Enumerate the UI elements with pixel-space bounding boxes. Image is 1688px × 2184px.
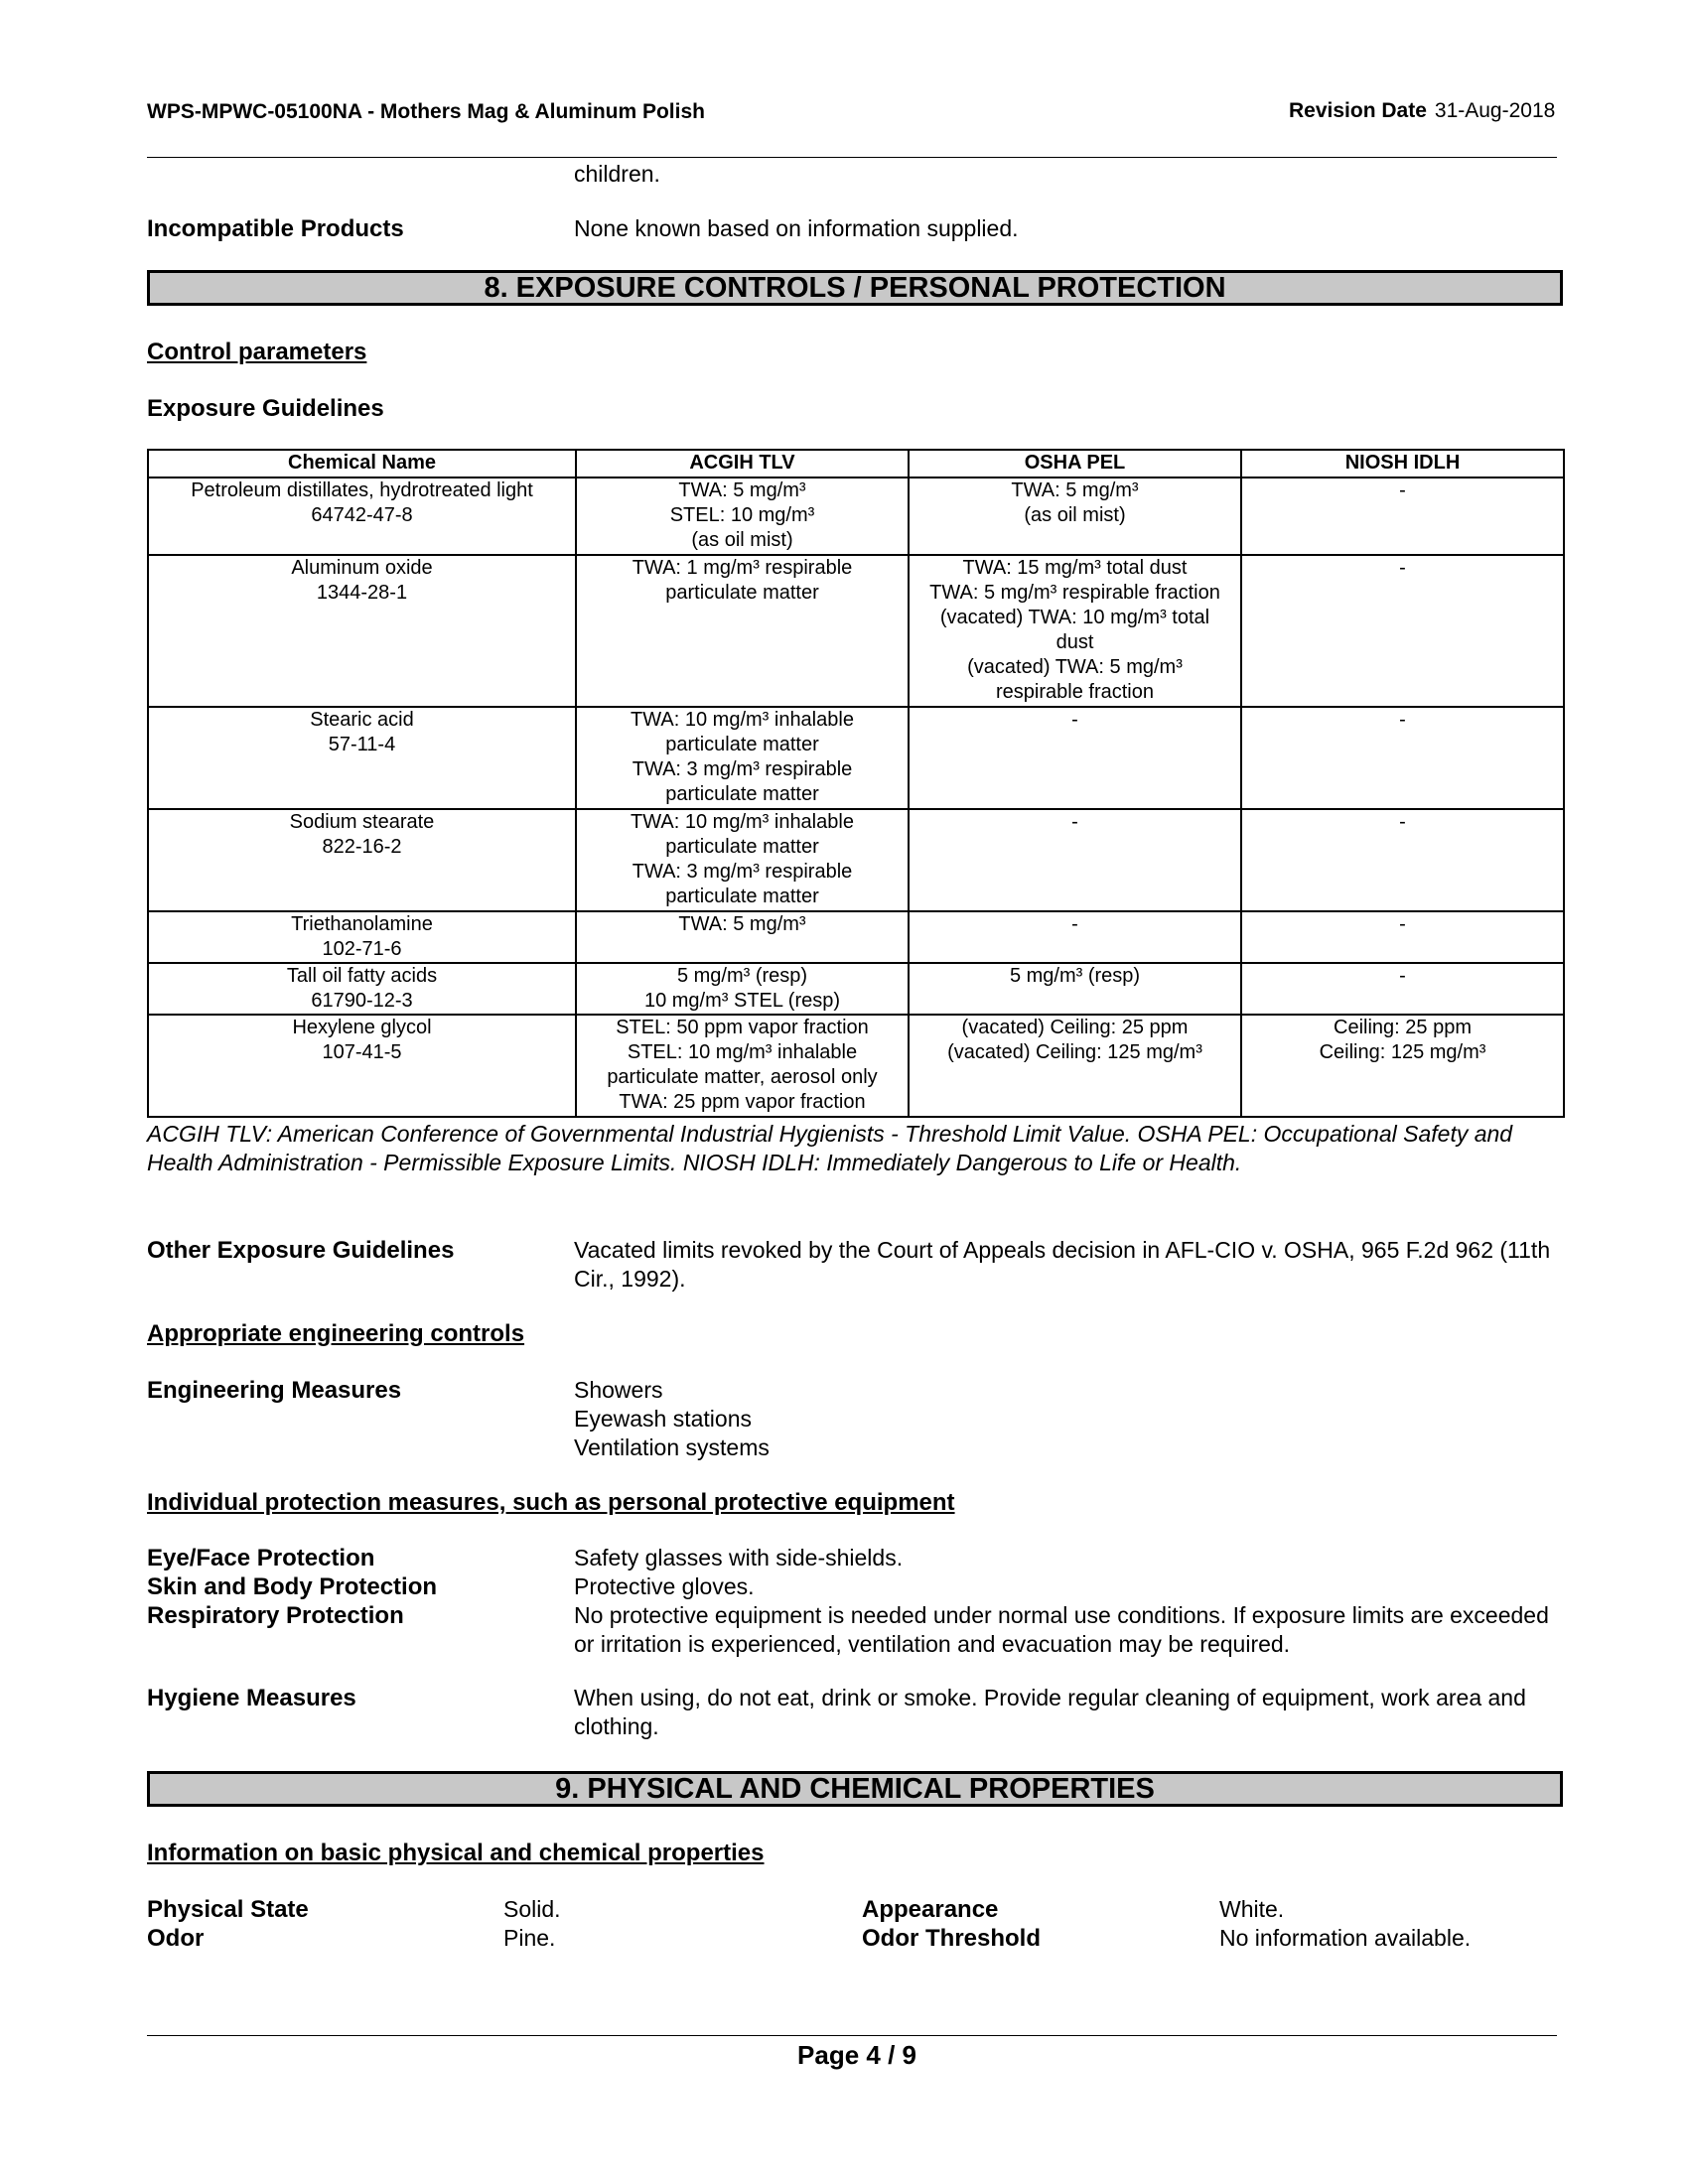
cell-line: TWA: 25 ppm vapor fraction <box>619 1091 866 1113</box>
osha-cell <box>909 1015 1241 1117</box>
cell-line: TWA: 5 mg/m³ <box>1011 479 1139 501</box>
respiratory-protection-label: Respiratory Protection <box>147 1602 404 1629</box>
osha-cell <box>909 555 1241 707</box>
niosh-cell <box>1241 478 1564 555</box>
cell-line: (vacated) TWA: 5 mg/m³ <box>967 656 1183 678</box>
cell-line: TWA: 5 mg/m³ respirable fraction <box>929 582 1220 604</box>
cell-line: - <box>1399 709 1406 731</box>
engineering-item: Eyewash stations <box>574 1406 752 1432</box>
cell-line: - <box>1071 811 1078 833</box>
eye-protection-label: Eye/Face Protection <box>147 1545 375 1571</box>
cell-line: TWA: 5 mg/m³ <box>678 913 806 935</box>
engineering-controls-heading: Appropriate engineering controls <box>147 1320 525 1347</box>
cell-line: Petroleum distillates, hydrotreated light <box>191 479 533 501</box>
cell-line: - <box>1071 913 1078 935</box>
cell-line: 102-71-6 <box>322 938 402 960</box>
cell-line: (vacated) Ceiling: 25 ppm <box>961 1017 1189 1038</box>
table-row <box>148 1015 1564 1117</box>
abbreviation-note: ACGIH TLV: American Conference of Governmental Industrial Hygienists - Threshold Limit Value. OSHA PEL: Occupational Safety and Health Administration - Permissible Exposure Limits. NIOSH IDLH: Immediately Dangerous to Life or Health. <box>147 1121 1513 1175</box>
cell-line: 5 mg/m³ (resp) <box>1009 965 1141 987</box>
cell-line: 57-11-4 <box>328 734 396 755</box>
cell-line: 64742-47-8 <box>311 504 413 526</box>
engineering-item: Ventilation systems <box>574 1434 770 1460</box>
col-acgih-tlv: ACGIH TLV <box>576 450 909 478</box>
col-chemical-name: Chemical Name <box>148 450 576 478</box>
header-divider <box>147 157 1557 158</box>
physical-state-label: Physical State <box>147 1896 309 1923</box>
skin-protection-value: Protective gloves. <box>574 1573 755 1599</box>
engineering-item: Showers <box>574 1377 663 1403</box>
osha-cell <box>909 911 1241 963</box>
cell-line: 61790-12-3 <box>311 990 413 1012</box>
exposure-table <box>147 449 1565 1118</box>
cell-line: dust <box>1055 631 1094 653</box>
cell-line: 1344-28-1 <box>316 582 408 604</box>
osha-cell <box>909 478 1241 555</box>
odor-threshold-value: No information available. <box>1219 1925 1472 1951</box>
cell-line: - <box>1399 557 1406 579</box>
chemical-name-cell <box>148 809 576 911</box>
cell-line: STEL: 50 ppm vapor fraction <box>616 1017 869 1038</box>
section-8-title: 8. EXPOSURE CONTROLS / PERSONAL PROTECTION <box>147 270 1563 306</box>
cell-line: TWA: 10 mg/m³ inhalable <box>631 811 854 833</box>
page-number: Page 4 / 9 <box>797 2040 916 2070</box>
table-row <box>148 911 1564 963</box>
footer-divider <box>147 2035 1557 2036</box>
chemical-name-cell <box>148 478 576 555</box>
chemical-name-cell <box>148 1015 576 1117</box>
cell-line: TWA: 3 mg/m³ respirable <box>632 758 853 780</box>
appearance-value: White. <box>1219 1896 1285 1922</box>
section-9-title: 9. PHYSICAL AND CHEMICAL PROPERTIES <box>147 1771 1563 1807</box>
chemical-name-cell <box>148 963 576 1015</box>
cell-line: TWA: 3 mg/m³ respirable <box>632 861 853 883</box>
eye-protection-value: Safety glasses with side-shields. <box>574 1545 904 1570</box>
cell-line: - <box>1399 913 1406 935</box>
cell-line: (vacated) Ceiling: 125 mg/m³ <box>947 1041 1202 1063</box>
skin-protection-label: Skin and Body Protection <box>147 1573 438 1600</box>
odor-value: Pine. <box>503 1925 556 1951</box>
table-row <box>148 809 1564 911</box>
cell-line: STEL: 10 mg/m³ <box>669 504 815 526</box>
cell-line: Stearic acid <box>310 709 414 731</box>
cell-line: 107-41-5 <box>322 1041 402 1063</box>
exposure-guidelines-heading: Exposure Guidelines <box>147 395 384 422</box>
cell-line: Ceiling: 125 mg/m³ <box>1319 1041 1486 1063</box>
revision-label: Revision Date <box>1289 99 1427 122</box>
chemical-name-cell <box>148 911 576 963</box>
table-row <box>148 963 1564 1015</box>
col-niosh-idlh: NIOSH IDLH <box>1241 450 1564 478</box>
cell-line: - <box>1071 709 1078 731</box>
niosh-cell <box>1241 707 1564 809</box>
table-row <box>148 478 1564 555</box>
table-header-row <box>148 450 1564 478</box>
cell-line: - <box>1399 479 1406 501</box>
cell-line: Aluminum oxide <box>291 557 433 579</box>
cell-line: TWA: 5 mg/m³ <box>678 479 806 501</box>
incompatible-label: Incompatible Products <box>147 215 404 242</box>
hygiene-measures-value: When using, do not eat, drink or smoke. Provide regular cleaning of equipment, work area and clothing. <box>574 1685 1526 1739</box>
cell-line: Hexylene glycol <box>292 1017 432 1038</box>
other-exposure-label: Other Exposure Guidelines <box>147 1237 455 1264</box>
niosh-cell <box>1241 963 1564 1015</box>
acgih-cell <box>576 1015 909 1117</box>
physical-state-value: Solid. <box>503 1896 561 1922</box>
cell-line: Triethanolamine <box>291 913 433 935</box>
osha-cell <box>909 707 1241 809</box>
niosh-cell <box>1241 555 1564 707</box>
ppe-heading: Individual protection measures, such as personal protective equipment <box>147 1489 955 1516</box>
cell-line: TWA: 10 mg/m³ inhalable <box>631 709 854 731</box>
cell-line: TWA: 15 mg/m³ total dust <box>962 557 1188 579</box>
osha-cell <box>909 809 1241 911</box>
cell-line: particulate matter <box>665 734 819 755</box>
table-row <box>148 707 1564 809</box>
cell-line: (as oil mist) <box>1024 504 1126 526</box>
cell-line: 10 mg/m³ STEL (resp) <box>643 990 841 1012</box>
table-row <box>148 555 1564 707</box>
cell-line: Tall oil fatty acids <box>286 965 438 987</box>
cell-line: Ceiling: 25 ppm <box>1334 1017 1472 1038</box>
acgih-cell <box>576 555 909 707</box>
acgih-cell <box>576 963 909 1015</box>
cell-line: 5 mg/m³ (resp) <box>676 965 808 987</box>
engineering-measures-label: Engineering Measures <box>147 1377 402 1404</box>
acgih-cell <box>576 809 909 911</box>
cell-line: particulate matter <box>665 886 819 907</box>
cell-line: STEL: 10 mg/m³ inhalable <box>627 1041 858 1063</box>
other-exposure-value: Vacated limits revoked by the Court of Appeals decision in AFL-CIO v. OSHA, 965 F.2d 962 (11th Cir., 1992). <box>574 1237 1551 1292</box>
chemical-name-cell <box>148 707 576 809</box>
odor-label: Odor <box>147 1925 205 1952</box>
basic-properties-heading: Information on basic physical and chemical properties <box>147 1840 765 1866</box>
incompatible-value: None known based on information supplied. <box>574 215 1019 241</box>
niosh-cell <box>1241 911 1564 963</box>
acgih-cell <box>576 911 909 963</box>
cell-line: particulate matter <box>665 783 819 805</box>
control-parameters-heading: Control parameters <box>147 339 367 365</box>
revision-date-value: 31-Aug-2018 <box>1434 99 1556 122</box>
hygiene-measures-label: Hygiene Measures <box>147 1685 356 1711</box>
niosh-cell <box>1241 809 1564 911</box>
continued-text: children. <box>574 161 660 187</box>
chemical-name-cell <box>148 555 576 707</box>
cell-line: Sodium stearate <box>289 811 435 833</box>
appearance-label: Appearance <box>862 1896 999 1923</box>
cell-line: TWA: 1 mg/m³ respirable <box>632 557 853 579</box>
cell-line: 822-16-2 <box>322 836 402 858</box>
cell-line: particulate matter, aerosol only <box>607 1066 878 1088</box>
cell-line: respirable fraction <box>996 681 1154 703</box>
respiratory-protection-value: No protective equipment is needed under normal use conditions. If exposure limits are exceeded or irritation is experienced, ventilation and evacuation may be required. <box>574 1602 1549 1657</box>
cell-line: (as oil mist) <box>691 529 793 551</box>
cell-line: particulate matter <box>665 582 819 604</box>
cell-line: particulate matter <box>665 836 819 858</box>
niosh-cell <box>1241 1015 1564 1117</box>
osha-cell <box>909 963 1241 1015</box>
revision-date <box>1289 99 1555 123</box>
col-osha-pel: OSHA PEL <box>909 450 1241 478</box>
cell-line: - <box>1399 965 1406 987</box>
document-title: WPS-MPWC-05100NA - Mothers Mag & Aluminum Polish <box>147 100 705 123</box>
cell-line: (vacated) TWA: 10 mg/m³ total <box>939 607 1210 628</box>
cell-line: - <box>1399 811 1406 833</box>
acgih-cell <box>576 707 909 809</box>
acgih-cell <box>576 478 909 555</box>
odor-threshold-label: Odor Threshold <box>862 1925 1041 1952</box>
